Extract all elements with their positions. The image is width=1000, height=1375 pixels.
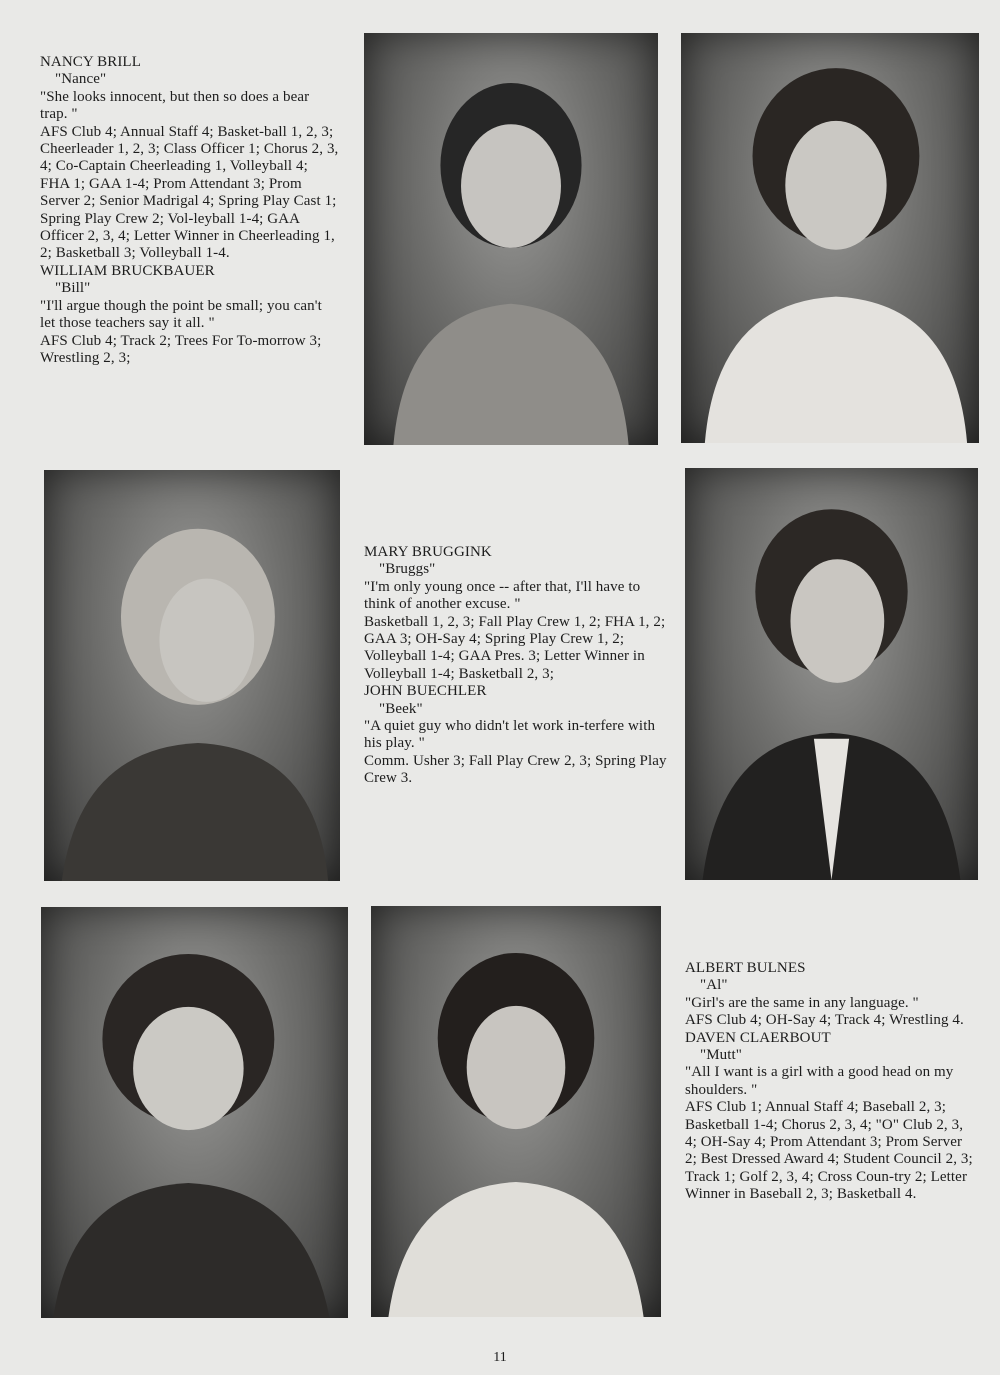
student-quote: "All I want is a girl with a good head on my shoulders. " bbox=[685, 1064, 954, 1098]
student-name: JOHN BUECHLER bbox=[364, 683, 487, 700]
bio-block-middle bbox=[364, 544, 670, 788]
portrait-silhouette-icon bbox=[685, 468, 978, 880]
student-nickname: "Mutt" bbox=[700, 1047, 743, 1064]
student-activities: AFS Club 4; OH-Say 4; Track 4; Wrestling 4. bbox=[685, 1012, 964, 1029]
portrait-silhouette-icon bbox=[44, 470, 340, 881]
portrait-silhouette-icon bbox=[41, 907, 348, 1318]
student-activities: Basketball 1, 2, 3; Fall Play Crew 1, 2; FHA 1, 2; GAA 3; OH-Say 4; Spring Play Crew 1, 2; Volleyball 1-4; GAA Pres. 3; Letter Winner in Volleyball 1-4; Basketball 2, 3; bbox=[364, 613, 666, 682]
portrait-photo bbox=[44, 470, 340, 881]
student-nickname: "Bruggs" bbox=[379, 561, 436, 578]
student-quote: "She looks innocent, but then so does a bear trap. " bbox=[40, 88, 310, 123]
student-quote: "I'll argue though the point be small; you can't let those teachers say it all. " bbox=[40, 297, 322, 332]
portrait-silhouette-icon bbox=[371, 906, 661, 1317]
student-quote: "Girl's are the same in any language. " bbox=[685, 994, 919, 1011]
student-nickname: "Beek" bbox=[379, 700, 423, 717]
page-number: 11 bbox=[493, 1350, 507, 1365]
portrait-photo bbox=[41, 907, 348, 1318]
student-name: WILLIAM BRUCKBAUER bbox=[40, 262, 215, 279]
student-name: ALBERT BULNES bbox=[685, 960, 806, 976]
portrait-photo bbox=[364, 33, 658, 445]
bio-block-bottom-right bbox=[685, 960, 977, 1204]
student-nickname: "Nance" bbox=[55, 71, 107, 88]
portrait-silhouette-icon bbox=[681, 33, 979, 443]
student-name: MARY BRUGGINK bbox=[364, 544, 492, 560]
portrait-photo bbox=[681, 33, 979, 443]
student-quote: "I'm only young once -- after that, I'll have to think of another excuse. " bbox=[364, 578, 641, 613]
student-activities: Comm. Usher 3; Fall Play Crew 2, 3; Spring Play Crew 3. bbox=[364, 752, 667, 787]
bio-block-top-left bbox=[40, 54, 340, 367]
student-activities: AFS Club 4; Track 2; Trees For To-morrow 3; Wrestling 2, 3; bbox=[40, 332, 322, 366]
student-activities: AFS Club 1; Annual Staff 4; Baseball 2, 3; Basketball 1-4; Chorus 2, 3, 4; "O" Club 2, 3, 4; OH-Say 4; Prom Attendant 3; Prom Server 2; Best Dressed Award 4; Student Council 2, 3; Track 1; Golf 2, 3, 4; Cross Coun-try 2; Letter Winner in Baseball 2, 3; Basketball 4. bbox=[685, 1099, 973, 1203]
student-quote: "A quiet guy who didn't let work in-terfere with his play. " bbox=[364, 718, 656, 752]
portrait-photo bbox=[371, 906, 661, 1317]
portrait-photo bbox=[685, 468, 978, 880]
student-name: DAVEN CLAERBOUT bbox=[685, 1029, 831, 1046]
student-nickname: "Al" bbox=[700, 977, 728, 994]
student-activities: AFS Club 4; Annual Staff 4; Basket-ball 1, 2, 3; Cheerleader 1, 2, 3; Class Officer 1; Chorus 2, 3, 4; Co-Captain Cheerleading 1, Volleyball 4; FHA 1; GAA 1-4; Prom Attendant 3; Prom Server 2; Senior Madrigal 4; Spring Play Cast 1; Spring Play Crew 2; Vol-leyball 1-4; GAA Officer 2, 3, 4; Letter Winner in Cheerleading 1, 2; Basketball 3; Volleyball 1-4. bbox=[40, 123, 339, 262]
portrait-silhouette-icon bbox=[364, 33, 658, 445]
student-name: NANCY BRILL bbox=[40, 54, 141, 70]
student-nickname: "Bill" bbox=[55, 280, 91, 297]
